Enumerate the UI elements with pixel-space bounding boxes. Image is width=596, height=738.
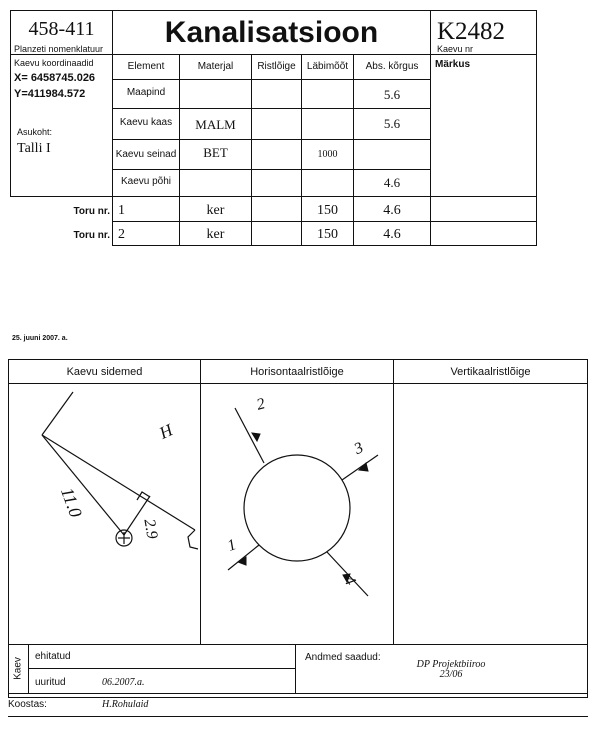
pipe-abs-height: 4.6 xyxy=(383,203,401,218)
coord-x: X= 6458745.026 xyxy=(14,72,96,84)
built-label: ehitatud xyxy=(35,651,71,662)
pipe-number: 1 xyxy=(118,203,125,218)
flow-arrow-2 xyxy=(252,433,260,441)
sketch-label-h: H xyxy=(156,420,176,443)
material-value: MALM xyxy=(195,117,236,132)
surveyed-value: 06.2007.a. xyxy=(102,677,145,688)
coords-label: Kaevu koordinaadid xyxy=(14,58,94,68)
col-header-abs-height: Abs. kõrgus xyxy=(353,54,431,80)
well-number-label: Kaevu nr xyxy=(437,44,474,54)
footer-side-label: Kaev xyxy=(12,657,24,680)
pipe-number: 2 xyxy=(118,227,125,242)
data-source-value: DP Projektbiiroo xyxy=(416,659,486,670)
author-label: Koostas: xyxy=(8,699,47,710)
col-header-element: Element xyxy=(112,54,180,80)
coord-y: Y=411984.572 xyxy=(14,88,86,100)
data-source-date: 23/06 xyxy=(439,669,463,680)
pipe-material: ker xyxy=(206,227,225,242)
element-name: Kaevu põhi xyxy=(120,176,172,187)
material-value: BET xyxy=(203,145,228,160)
page-title: Kanalisatsioon xyxy=(164,16,379,49)
panel-title-sidemed: Kaevu sidemed xyxy=(66,366,143,378)
sketch-distance-2: 2.9 xyxy=(140,517,161,541)
pipe-material: ker xyxy=(206,203,225,218)
location-value: Talli I xyxy=(17,141,51,156)
panel-title-vertical: Vertikaalristlõige xyxy=(450,366,531,378)
diameter-value: 1000 xyxy=(317,149,338,160)
panel-title-horizontal: Horisontaalristlõige xyxy=(250,366,344,378)
remarks-header: Märkus xyxy=(435,59,471,70)
abs-height-value: 5.6 xyxy=(383,116,401,131)
data-source-label: Andmed saadud: xyxy=(305,652,381,663)
nomenclature-label: Planzeti nomenklatuur xyxy=(14,44,104,54)
pipe-abs-height: 4.6 xyxy=(383,227,401,242)
abs-height-value: 4.6 xyxy=(383,175,401,190)
pipe-label-4: 4 xyxy=(340,573,359,589)
col-header-material: Materjal xyxy=(179,54,252,80)
surveyed-label: uuritud xyxy=(35,677,66,688)
pipe-label-1: 1 xyxy=(225,536,239,555)
sketch-line xyxy=(42,392,73,435)
surveyed-row xyxy=(28,668,296,694)
pipe-3-line xyxy=(342,455,378,480)
element-name: Maapind xyxy=(126,87,166,98)
sketch-line xyxy=(188,530,198,549)
pipe-label: Toru nr. xyxy=(73,230,110,241)
document-date: 25. juuni 2007. a. xyxy=(12,335,68,342)
footer-side-cell xyxy=(8,644,29,694)
well-circle xyxy=(244,455,350,561)
pipe-label-2: 2 xyxy=(254,395,267,414)
location-label: Asukoht: xyxy=(17,127,53,137)
author-underline xyxy=(8,716,588,717)
element-name: Kaevu kaas xyxy=(119,117,173,128)
nomenclature-code: 458-411 xyxy=(28,18,95,40)
built-row xyxy=(28,644,296,669)
sketch-line xyxy=(42,435,124,535)
abs-height-value: 5.6 xyxy=(383,87,401,102)
pipe-label: Toru nr. xyxy=(73,206,110,217)
sketch-distance-1: 11.0 xyxy=(56,484,87,520)
author-name: H.Rohulaid xyxy=(102,699,149,710)
pipe-label-3: 3 xyxy=(351,439,367,458)
well-number: K2482 xyxy=(437,18,506,45)
col-header-cross-section: Ristlõige xyxy=(251,54,302,80)
data-source-cell xyxy=(295,644,588,694)
pipe-diameter: 150 xyxy=(317,203,338,218)
col-header-diameter: Läbimõõt xyxy=(301,54,354,80)
element-name: Kaevu seinad xyxy=(115,149,177,160)
pipe-diameter: 150 xyxy=(317,227,338,242)
